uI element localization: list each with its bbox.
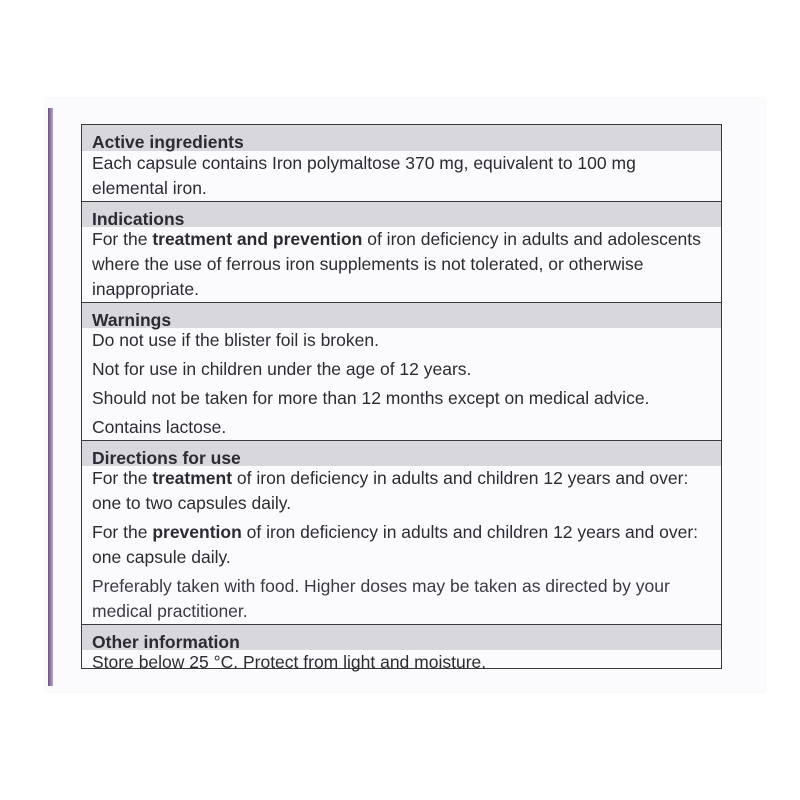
section-heading: Directions for use: [82, 440, 721, 466]
paragraph: [92, 386, 711, 411]
text-run: Preferably taken with food. Higher doses may be taken as directed by your medical practitioner.: [92, 576, 670, 621]
box-side-edge: [48, 108, 53, 686]
section-heading: Other information: [82, 624, 721, 650]
text-run: Contains lactose.: [92, 417, 227, 437]
text-run: Do not use if the blister foil is broken.: [92, 330, 379, 350]
text-run: Each capsule contains Iron polymaltose 370 mg, equivalent to 100 mg elemental iron.: [92, 153, 636, 198]
paragraph: [92, 574, 711, 624]
paragraph: [92, 357, 711, 382]
text-run: Store below 25 °C. Protect from light and moisture.: [92, 652, 487, 672]
section-heading: Warnings: [82, 302, 721, 328]
paragraph: [92, 650, 711, 675]
text-run: of iron deficiency in adults and adolescents where the use of ferrous iron supplements is not tolerated, or otherwise inappropriate.: [92, 229, 701, 299]
paragraph: [92, 520, 711, 570]
section-body: [82, 328, 721, 440]
section-body: [82, 466, 721, 624]
bold-run: treatment: [152, 468, 233, 488]
text-run: For the: [92, 468, 153, 488]
paragraph: [92, 466, 711, 516]
section-body: [82, 227, 721, 302]
text-run: For the: [92, 229, 153, 249]
section-heading: Active ingredients: [82, 125, 721, 151]
text-run: Not for use in children under the age of 12 years.: [92, 359, 472, 379]
bold-run: treatment and prevention: [152, 229, 363, 249]
text-run: of iron deficiency in adults and children 12 years and over: one capsule daily.: [92, 522, 699, 567]
section-directions: [82, 440, 721, 624]
text-run: For the: [92, 522, 153, 542]
section-indications: [82, 201, 721, 302]
section-heading: Indications: [82, 201, 721, 227]
bold-run: prevention: [152, 522, 242, 542]
paragraph: [92, 328, 711, 353]
section-body: [82, 650, 721, 675]
text-run: of iron deficiency in adults and children 12 years and over: one to two capsules daily.: [92, 468, 689, 513]
paragraph: [92, 151, 711, 201]
paragraph: [92, 415, 711, 440]
text-run: Should not be taken for more than 12 months except on medical advice.: [92, 388, 650, 408]
section-body: [82, 151, 721, 201]
section-active-ingredients: [82, 125, 721, 201]
info-panel: [81, 124, 722, 672]
section-warnings: [82, 302, 721, 440]
paragraph: [92, 227, 711, 302]
section-other-information: [82, 624, 721, 675]
